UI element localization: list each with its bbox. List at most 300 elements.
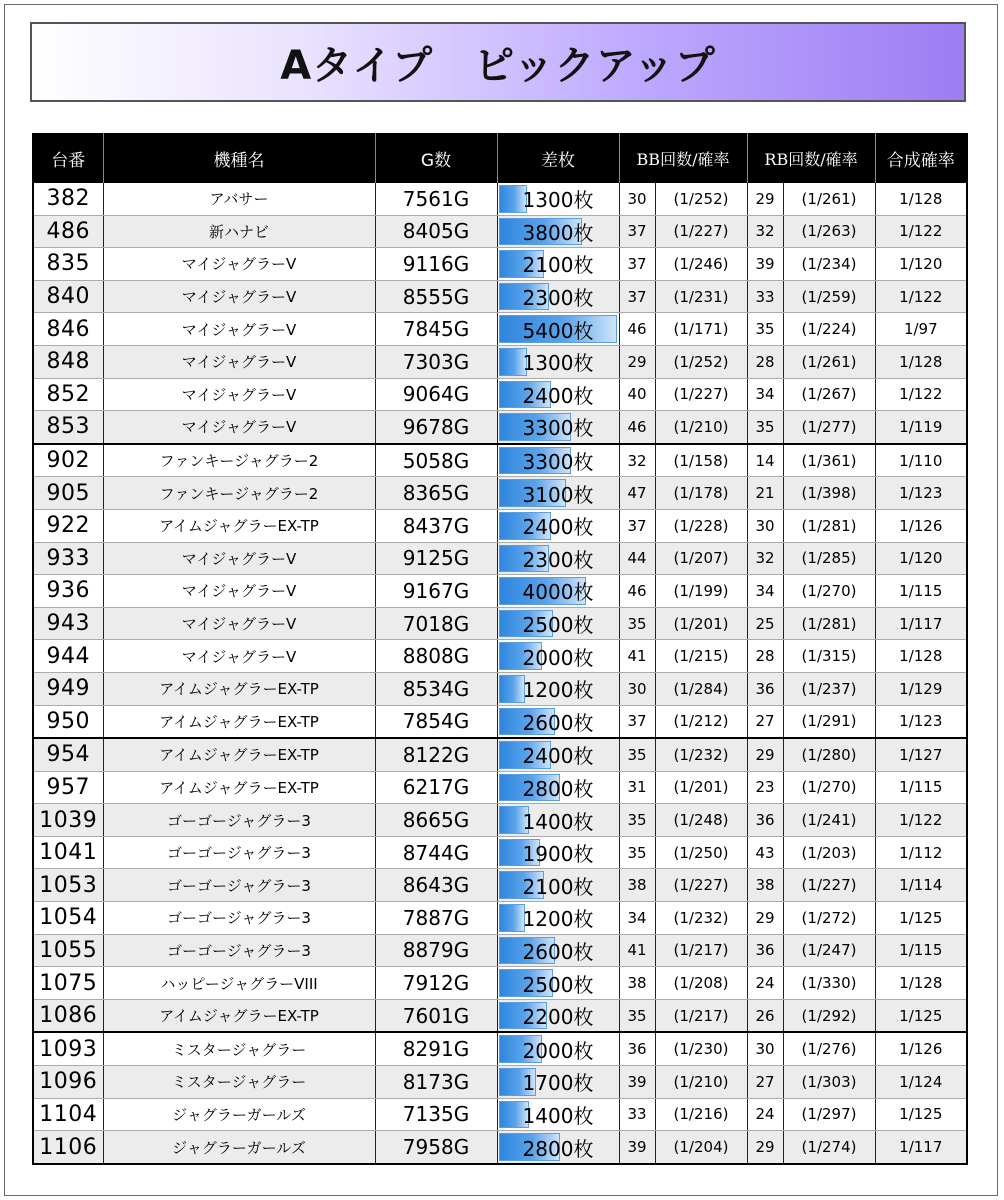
table-row xyxy=(33,444,967,477)
game-count: 8744G xyxy=(375,836,497,869)
diff-value: 2100枚 xyxy=(522,253,594,278)
bb-count: 38 xyxy=(619,869,655,902)
rb-count: 36 xyxy=(747,934,783,967)
bb-count: 40 xyxy=(619,378,655,411)
total-rate: 1/128 xyxy=(875,345,967,378)
coin-difference xyxy=(497,183,619,215)
model-name: ゴーゴージャグラー3 xyxy=(103,902,375,935)
table-row xyxy=(33,607,967,640)
bb-rate: (1/227) xyxy=(655,215,747,248)
coin-difference xyxy=(497,313,619,346)
rb-count: 29 xyxy=(747,183,783,215)
rb-count: 34 xyxy=(747,575,783,608)
total-rate: 1/128 xyxy=(875,967,967,1000)
total-rate: 1/117 xyxy=(875,1131,967,1164)
model-name: マイジャグラーV xyxy=(103,345,375,378)
header-total-rate: 合成確率 xyxy=(875,133,967,183)
bb-count: 39 xyxy=(619,1066,655,1099)
model-name: マイジャグラーV xyxy=(103,575,375,608)
machine-number: 1075 xyxy=(33,967,103,1000)
rb-count: 29 xyxy=(747,902,783,935)
total-rate: 1/117 xyxy=(875,607,967,640)
rb-count: 32 xyxy=(747,215,783,248)
machine-number: 1041 xyxy=(33,836,103,869)
machine-number: 1053 xyxy=(33,869,103,902)
bb-rate: (1/228) xyxy=(655,509,747,542)
bb-count: 30 xyxy=(619,672,655,705)
game-count: 9116G xyxy=(375,248,497,281)
coin-difference xyxy=(497,902,619,935)
diff-value: 2500枚 xyxy=(522,613,594,638)
rb-rate: (1/234) xyxy=(783,248,875,281)
machine-number: 922 xyxy=(33,509,103,542)
bb-rate: (1/248) xyxy=(655,804,747,837)
diff-value: 3800枚 xyxy=(522,220,594,245)
bb-count: 37 xyxy=(619,215,655,248)
machine-number: 840 xyxy=(33,280,103,313)
rb-rate: (1/291) xyxy=(783,705,875,738)
model-name: ゴーゴージャグラー3 xyxy=(103,804,375,837)
table-row xyxy=(33,836,967,869)
bb-count: 31 xyxy=(619,771,655,804)
game-count: 7845G xyxy=(375,313,497,346)
diff-value: 3100枚 xyxy=(522,482,594,507)
total-rate: 1/115 xyxy=(875,934,967,967)
coin-difference xyxy=(497,444,619,477)
coin-difference xyxy=(497,280,619,313)
rb-count: 30 xyxy=(747,509,783,542)
machine-number: 853 xyxy=(33,411,103,444)
diff-value: 4000枚 xyxy=(522,580,594,605)
game-count: 7887G xyxy=(375,902,497,935)
coin-difference xyxy=(497,999,619,1032)
bb-rate: (1/201) xyxy=(655,771,747,804)
table-row xyxy=(33,640,967,673)
coin-difference xyxy=(497,575,619,608)
bb-count: 35 xyxy=(619,836,655,869)
diff-value: 2600枚 xyxy=(522,710,594,735)
rb-count: 28 xyxy=(747,345,783,378)
table-row xyxy=(33,771,967,804)
rb-count: 27 xyxy=(747,1066,783,1099)
total-rate: 1/127 xyxy=(875,738,967,771)
diff-value: 2200枚 xyxy=(522,1005,594,1030)
coin-difference xyxy=(497,738,619,771)
machine-number: 1039 xyxy=(33,804,103,837)
table-row xyxy=(33,183,967,215)
total-rate: 1/115 xyxy=(875,575,967,608)
machine-number: 950 xyxy=(33,705,103,738)
rb-count: 24 xyxy=(747,1098,783,1131)
rb-count: 21 xyxy=(747,477,783,510)
model-name: マイジャグラーV xyxy=(103,378,375,411)
machine-number: 1055 xyxy=(33,934,103,967)
diff-bar xyxy=(499,675,525,703)
coin-difference xyxy=(497,836,619,869)
table-row xyxy=(33,1131,967,1164)
total-rate: 1/110 xyxy=(875,444,967,477)
table-row xyxy=(33,345,967,378)
diff-value: 2400枚 xyxy=(522,383,594,408)
model-name: アイムジャグラーEX-TP xyxy=(103,999,375,1032)
total-rate: 1/123 xyxy=(875,705,967,738)
machine-number: 852 xyxy=(33,378,103,411)
bb-count: 35 xyxy=(619,804,655,837)
game-count: 8808G xyxy=(375,640,497,673)
total-rate: 1/128 xyxy=(875,640,967,673)
machine-number: 835 xyxy=(33,248,103,281)
bb-rate: (1/284) xyxy=(655,672,747,705)
header-machine-no: 台番 xyxy=(33,133,103,183)
coin-difference xyxy=(497,607,619,640)
coin-difference xyxy=(497,1131,619,1164)
bb-count: 30 xyxy=(619,183,655,215)
total-rate: 1/120 xyxy=(875,542,967,575)
model-name: ゴーゴージャグラー3 xyxy=(103,934,375,967)
model-name: アイムジャグラーEX-TP xyxy=(103,738,375,771)
machine-number: 943 xyxy=(33,607,103,640)
rb-rate: (1/303) xyxy=(783,1066,875,1099)
model-name: アイムジャグラーEX-TP xyxy=(103,705,375,738)
machine-number: 1096 xyxy=(33,1066,103,1099)
bb-rate: (1/230) xyxy=(655,1032,747,1065)
machine-number: 382 xyxy=(33,183,103,215)
table-row xyxy=(33,999,967,1032)
game-count: 9678G xyxy=(375,411,497,444)
game-count: 7854G xyxy=(375,705,497,738)
game-count: 7561G xyxy=(375,183,497,215)
diff-value: 2500枚 xyxy=(522,972,594,997)
rb-count: 39 xyxy=(747,248,783,281)
coin-difference xyxy=(497,248,619,281)
total-rate: 1/115 xyxy=(875,771,967,804)
game-count: 8173G xyxy=(375,1066,497,1099)
bb-count: 34 xyxy=(619,902,655,935)
title-banner xyxy=(30,22,966,102)
game-count: 7912G xyxy=(375,967,497,1000)
diff-value: 1700枚 xyxy=(522,1071,594,1096)
rb-rate: (1/261) xyxy=(783,183,875,215)
rb-count: 24 xyxy=(747,967,783,1000)
table-row xyxy=(33,672,967,705)
bb-rate: (1/227) xyxy=(655,378,747,411)
bb-rate: (1/158) xyxy=(655,444,747,477)
bb-count: 46 xyxy=(619,313,655,346)
coin-difference xyxy=(497,509,619,542)
machine-number: 954 xyxy=(33,738,103,771)
total-rate: 1/122 xyxy=(875,280,967,313)
bb-count: 35 xyxy=(619,738,655,771)
game-count: 8665G xyxy=(375,804,497,837)
machine-number: 944 xyxy=(33,640,103,673)
model-name: ミスタージャグラー xyxy=(103,1066,375,1099)
table-header-row xyxy=(33,133,967,183)
table-row xyxy=(33,575,967,608)
bb-count: 37 xyxy=(619,705,655,738)
bb-count: 33 xyxy=(619,1098,655,1131)
header-games: G数 xyxy=(375,133,497,183)
model-name: マイジャグラーV xyxy=(103,607,375,640)
table-body xyxy=(33,183,967,1164)
model-name: ゴーゴージャグラー3 xyxy=(103,869,375,902)
table-row xyxy=(33,378,967,411)
rb-count: 27 xyxy=(747,705,783,738)
rb-rate: (1/237) xyxy=(783,672,875,705)
model-name: 新ハナビ xyxy=(103,215,375,248)
diff-value: 1300枚 xyxy=(522,188,594,213)
bb-rate: (1/204) xyxy=(655,1131,747,1164)
machine-number: 1086 xyxy=(33,999,103,1032)
diff-value: 2300枚 xyxy=(522,547,594,572)
game-count: 8534G xyxy=(375,672,497,705)
machine-number: 1093 xyxy=(33,1032,103,1065)
game-count: 7018G xyxy=(375,607,497,640)
bb-count: 41 xyxy=(619,934,655,967)
coin-difference xyxy=(497,804,619,837)
table-row xyxy=(33,215,967,248)
diff-value: 3300枚 xyxy=(522,416,594,441)
rb-rate: (1/276) xyxy=(783,1032,875,1065)
rb-count: 25 xyxy=(747,607,783,640)
total-rate: 1/126 xyxy=(875,509,967,542)
total-rate: 1/125 xyxy=(875,1098,967,1131)
table-row xyxy=(33,705,967,738)
coin-difference xyxy=(497,345,619,378)
rb-rate: (1/281) xyxy=(783,509,875,542)
model-name: マイジャグラーV xyxy=(103,280,375,313)
rb-count: 38 xyxy=(747,869,783,902)
table-row xyxy=(33,509,967,542)
table-row xyxy=(33,411,967,444)
diff-value: 1200枚 xyxy=(522,907,594,932)
model-name: ゴーゴージャグラー3 xyxy=(103,836,375,869)
rb-count: 28 xyxy=(747,640,783,673)
table-row xyxy=(33,542,967,575)
machine-number: 1106 xyxy=(33,1131,103,1164)
diff-value: 1400枚 xyxy=(522,1103,594,1128)
game-count: 5058G xyxy=(375,444,497,477)
game-count: 8555G xyxy=(375,280,497,313)
coin-difference xyxy=(497,215,619,248)
model-name: ミスタージャグラー xyxy=(103,1032,375,1065)
model-name: ファンキージャグラー2 xyxy=(103,444,375,477)
bb-count: 46 xyxy=(619,411,655,444)
table-row xyxy=(33,248,967,281)
rb-count: 34 xyxy=(747,378,783,411)
total-rate: 1/123 xyxy=(875,477,967,510)
machine-number: 905 xyxy=(33,477,103,510)
coin-difference xyxy=(497,672,619,705)
rb-count: 23 xyxy=(747,771,783,804)
table-row xyxy=(33,1098,967,1131)
header-model: 機種名 xyxy=(103,133,375,183)
bb-rate: (1/231) xyxy=(655,280,747,313)
rb-rate: (1/261) xyxy=(783,345,875,378)
rb-rate: (1/263) xyxy=(783,215,875,248)
game-count: 9167G xyxy=(375,575,497,608)
game-count: 8437G xyxy=(375,509,497,542)
rb-count: 29 xyxy=(747,1131,783,1164)
diff-value: 1900枚 xyxy=(522,842,594,867)
bb-rate: (1/207) xyxy=(655,542,747,575)
model-name: ハッピージャグラーVIII xyxy=(103,967,375,1000)
diff-value: 2100枚 xyxy=(522,874,594,899)
total-rate: 1/97 xyxy=(875,313,967,346)
rb-rate: (1/281) xyxy=(783,607,875,640)
bb-rate: (1/215) xyxy=(655,640,747,673)
table-row xyxy=(33,280,967,313)
model-name: アバサー xyxy=(103,183,375,215)
rb-count: 35 xyxy=(747,313,783,346)
rb-rate: (1/224) xyxy=(783,313,875,346)
diff-bar xyxy=(499,904,525,932)
rb-count: 32 xyxy=(747,542,783,575)
game-count: 7958G xyxy=(375,1131,497,1164)
machine-number: 846 xyxy=(33,313,103,346)
bb-rate: (1/216) xyxy=(655,1098,747,1131)
machine-number: 902 xyxy=(33,444,103,477)
total-rate: 1/120 xyxy=(875,248,967,281)
machine-number: 957 xyxy=(33,771,103,804)
rb-rate: (1/203) xyxy=(783,836,875,869)
machine-number: 949 xyxy=(33,672,103,705)
bb-rate: (1/217) xyxy=(655,999,747,1032)
total-rate: 1/112 xyxy=(875,836,967,869)
machine-number: 933 xyxy=(33,542,103,575)
game-count: 7135G xyxy=(375,1098,497,1131)
pickup-table xyxy=(32,133,968,1165)
game-count: 8879G xyxy=(375,934,497,967)
bb-count: 32 xyxy=(619,444,655,477)
game-count: 8643G xyxy=(375,869,497,902)
bb-rate: (1/212) xyxy=(655,705,747,738)
bb-rate: (1/252) xyxy=(655,183,747,215)
bb-rate: (1/250) xyxy=(655,836,747,869)
diff-value: 2000枚 xyxy=(522,1038,594,1063)
table-row xyxy=(33,1066,967,1099)
diff-value: 2400枚 xyxy=(522,744,594,769)
bb-count: 37 xyxy=(619,280,655,313)
coin-difference xyxy=(497,869,619,902)
bb-count: 35 xyxy=(619,999,655,1032)
model-name: マイジャグラーV xyxy=(103,313,375,346)
game-count: 9125G xyxy=(375,542,497,575)
table-row xyxy=(33,477,967,510)
machine-number: 486 xyxy=(33,215,103,248)
rb-count: 26 xyxy=(747,999,783,1032)
coin-difference xyxy=(497,378,619,411)
rb-rate: (1/277) xyxy=(783,411,875,444)
diff-value: 2800枚 xyxy=(522,1136,594,1161)
table-row xyxy=(33,804,967,837)
coin-difference xyxy=(497,1066,619,1099)
rb-count: 35 xyxy=(747,411,783,444)
rb-count: 14 xyxy=(747,444,783,477)
bb-count: 44 xyxy=(619,542,655,575)
bb-count: 47 xyxy=(619,477,655,510)
game-count: 8122G xyxy=(375,738,497,771)
model-name: アイムジャグラーEX-TP xyxy=(103,771,375,804)
diff-value: 1400枚 xyxy=(522,809,594,834)
rb-rate: (1/270) xyxy=(783,771,875,804)
header-diff: 差枚 xyxy=(497,133,619,183)
bb-count: 37 xyxy=(619,248,655,281)
rb-rate: (1/274) xyxy=(783,1131,875,1164)
table-row xyxy=(33,738,967,771)
bb-rate: (1/246) xyxy=(655,248,747,281)
rb-rate: (1/241) xyxy=(783,804,875,837)
bb-count: 35 xyxy=(619,607,655,640)
rb-rate: (1/315) xyxy=(783,640,875,673)
machine-number: 1054 xyxy=(33,902,103,935)
coin-difference xyxy=(497,1032,619,1065)
rb-rate: (1/227) xyxy=(783,869,875,902)
total-rate: 1/129 xyxy=(875,672,967,705)
bb-rate: (1/252) xyxy=(655,345,747,378)
bb-count: 37 xyxy=(619,509,655,542)
rb-rate: (1/361) xyxy=(783,444,875,477)
model-name: アイムジャグラーEX-TP xyxy=(103,672,375,705)
diff-value: 5400枚 xyxy=(522,318,594,343)
coin-difference xyxy=(497,477,619,510)
table-row xyxy=(33,934,967,967)
table-row xyxy=(33,967,967,1000)
rb-rate: (1/272) xyxy=(783,902,875,935)
table-row xyxy=(33,869,967,902)
rb-count: 30 xyxy=(747,1032,783,1065)
page-title: Aタイプ ピックアップ xyxy=(280,42,716,89)
rb-count: 36 xyxy=(747,672,783,705)
rb-count: 33 xyxy=(747,280,783,313)
table-row xyxy=(33,902,967,935)
model-name: ジャグラーガールズ xyxy=(103,1098,375,1131)
game-count: 6217G xyxy=(375,771,497,804)
total-rate: 1/122 xyxy=(875,378,967,411)
rb-count: 29 xyxy=(747,738,783,771)
bb-rate: (1/227) xyxy=(655,869,747,902)
bb-rate: (1/199) xyxy=(655,575,747,608)
bb-count: 38 xyxy=(619,967,655,1000)
game-count: 7601G xyxy=(375,999,497,1032)
rb-count: 43 xyxy=(747,836,783,869)
rb-rate: (1/285) xyxy=(783,542,875,575)
coin-difference xyxy=(497,705,619,738)
model-name: マイジャグラーV xyxy=(103,542,375,575)
rb-rate: (1/270) xyxy=(783,575,875,608)
header-bb: BB回数/確率 xyxy=(619,133,747,183)
total-rate: 1/126 xyxy=(875,1032,967,1065)
model-name: マイジャグラーV xyxy=(103,640,375,673)
bb-count: 29 xyxy=(619,345,655,378)
game-count: 8291G xyxy=(375,1032,497,1065)
diff-value: 3300枚 xyxy=(522,450,594,475)
game-count: 7303G xyxy=(375,345,497,378)
rb-rate: (1/330) xyxy=(783,967,875,1000)
bb-rate: (1/171) xyxy=(655,313,747,346)
total-rate: 1/122 xyxy=(875,215,967,248)
rb-rate: (1/259) xyxy=(783,280,875,313)
bb-rate: (1/178) xyxy=(655,477,747,510)
bb-rate: (1/232) xyxy=(655,902,747,935)
rb-rate: (1/292) xyxy=(783,999,875,1032)
coin-difference xyxy=(497,542,619,575)
bb-rate: (1/232) xyxy=(655,738,747,771)
total-rate: 1/128 xyxy=(875,183,967,215)
header-rb: RB回数/確率 xyxy=(747,133,875,183)
diff-value: 2400枚 xyxy=(522,515,594,540)
bb-rate: (1/208) xyxy=(655,967,747,1000)
game-count: 9064G xyxy=(375,378,497,411)
